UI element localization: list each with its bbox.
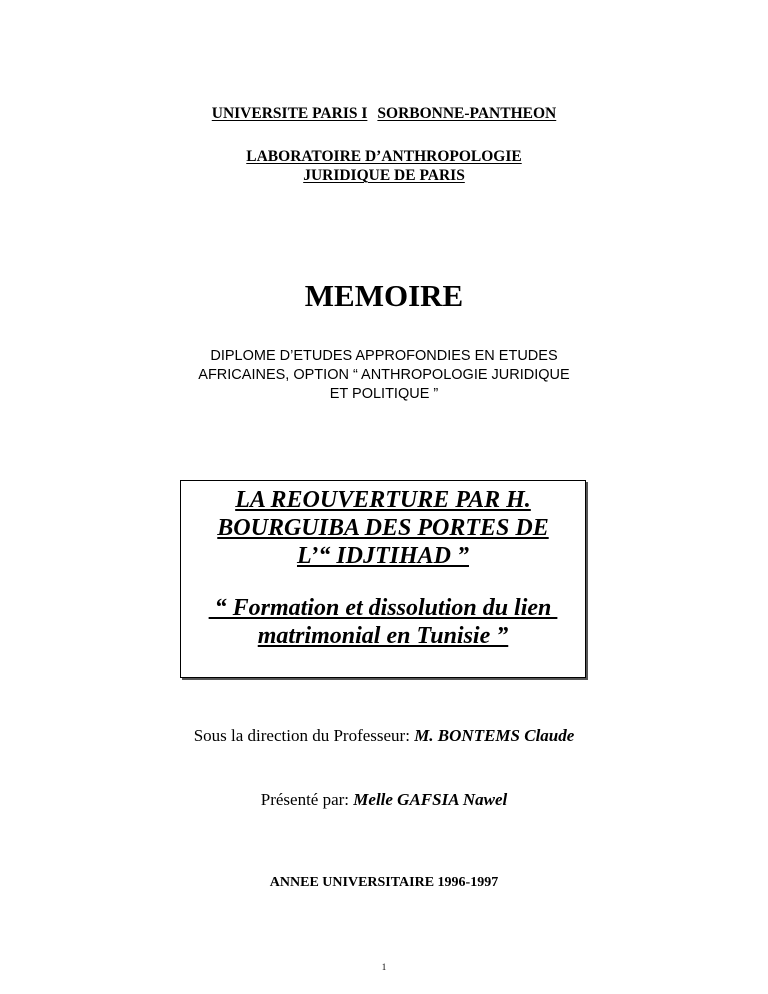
thesis-title-line-2: BOURGUIBA DES PORTES DE xyxy=(217,515,549,541)
diploma-line-2: AFRICAINES, OPTION “ ANTHROPOLOGIE JURIDIQUE xyxy=(198,367,570,383)
university-heading xyxy=(0,105,768,123)
author-name: Melle GAFSIA Nawel xyxy=(353,790,508,809)
thesis-title-line-1: LA REOUVERTURE PAR H. xyxy=(235,487,531,513)
thesis-title-line-3: L’“ IDJTIHAD ” xyxy=(296,543,469,569)
diploma-line-1: DIPLOME D’ETUDES APPROFONDIES EN ETUDES xyxy=(210,348,558,364)
diploma-line-3: ET POLITIQUE ” xyxy=(329,386,439,402)
supervisor-line xyxy=(0,726,768,746)
page-number: 1 xyxy=(381,962,387,972)
thesis-subtitle-line-2: matrimonial en Tunisie ” xyxy=(257,623,509,649)
laboratory-line-1: LABORATOIRE D’ANTHROPOLOGIE xyxy=(246,148,522,165)
university-subname: SORBONNE-PANTHEON xyxy=(377,105,557,122)
author-label: Présenté par: xyxy=(260,790,354,809)
university-name: UNIVERSITE PARIS I xyxy=(211,105,368,122)
title-box xyxy=(180,480,586,678)
document-type-title: MEMOIRE xyxy=(304,278,464,313)
supervisor-name: M. BONTEMS Claude xyxy=(414,726,575,745)
supervisor-label: Sous la direction du Professeur: xyxy=(193,726,415,745)
academic-year: ANNEE UNIVERSITAIRE 1996-1997 xyxy=(269,875,499,890)
author-line xyxy=(0,790,768,810)
laboratory-line-2: JURIDIQUE DE PARIS xyxy=(303,167,465,184)
thesis-subtitle-line-1: “ Formation et dissolution du lien xyxy=(208,595,558,621)
